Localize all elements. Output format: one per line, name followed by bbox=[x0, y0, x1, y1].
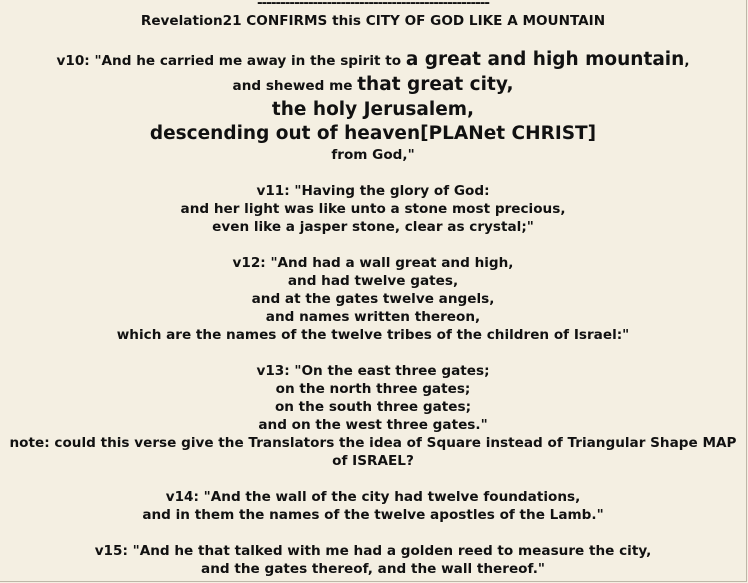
v12-line: which are the names of the twelve tribes of the children of Israel:" bbox=[116, 327, 630, 343]
v11-line: v11: "Having the glory of God: bbox=[256, 183, 490, 199]
v10-line-5: from God," bbox=[331, 147, 415, 163]
spacer bbox=[0, 470, 746, 488]
v12-line: and at the gates twelve angels, bbox=[251, 291, 495, 307]
v13-line: and on the west three gates." bbox=[258, 417, 488, 433]
v11-line: and her light was like unto a stone most precious, bbox=[180, 201, 566, 217]
divider-rule: -------------------------------------------------- bbox=[256, 0, 490, 11]
v10-line-4: descending out of heaven[PLANet CHRIST] bbox=[149, 123, 597, 144]
verse-v14 bbox=[0, 488, 746, 524]
page-title: Revelation21 CONFIRMS this CITY OF GOD LIKE A MOUNTAIN bbox=[140, 13, 606, 29]
v12-line: and had twelve gates, bbox=[287, 273, 459, 289]
verse-v11 bbox=[0, 182, 746, 236]
spacer bbox=[0, 524, 746, 542]
verse-v15 bbox=[0, 542, 746, 578]
v10-line-1 bbox=[0, 48, 746, 73]
v15-line: and the gates thereof, and the wall thereof." bbox=[201, 561, 545, 577]
v15-line: v15: "And he that talked with me had a golden reed to measure the city, bbox=[94, 543, 652, 559]
v12-line: and names written thereon, bbox=[265, 309, 481, 325]
spacer bbox=[0, 30, 746, 48]
v10-line-2-text: and shewed me bbox=[232, 78, 358, 94]
v11-line: even like a jasper stone, clear as crystal;" bbox=[212, 219, 534, 235]
verse-v13 bbox=[0, 362, 746, 470]
v14-line: and in them the names of the twelve apostles of the Lamb." bbox=[142, 507, 604, 523]
v10-emphasis-mountain: a great and high mountain bbox=[405, 49, 685, 70]
v13-line: v13: "On the east three gates; bbox=[256, 363, 490, 379]
v10-line-1-text: v10: "And he carried me away in the spirit to bbox=[56, 53, 406, 69]
spacer bbox=[0, 236, 746, 254]
spacer bbox=[0, 164, 746, 182]
verse-v10 bbox=[0, 48, 746, 164]
spacer bbox=[0, 344, 746, 362]
v13-line: on the north three gates; bbox=[275, 381, 471, 397]
translator-note: note: could this verse give the Translators the idea of Square instead of Triangular Shape MAP of ISRAEL? bbox=[9, 435, 737, 469]
v14-line: v14: "And the wall of the city had twelve foundations, bbox=[165, 489, 581, 505]
v10-line-3: the holy Jerusalem, bbox=[271, 99, 475, 120]
v10-line-2 bbox=[0, 73, 746, 98]
v10-emphasis-city: that great city, bbox=[357, 74, 514, 95]
v10-line-1-end: , bbox=[684, 53, 690, 69]
verse-v12 bbox=[0, 254, 746, 344]
v12-line: v12: "And had a wall great and high, bbox=[232, 255, 514, 271]
v13-line: on the south three gates; bbox=[274, 399, 472, 415]
